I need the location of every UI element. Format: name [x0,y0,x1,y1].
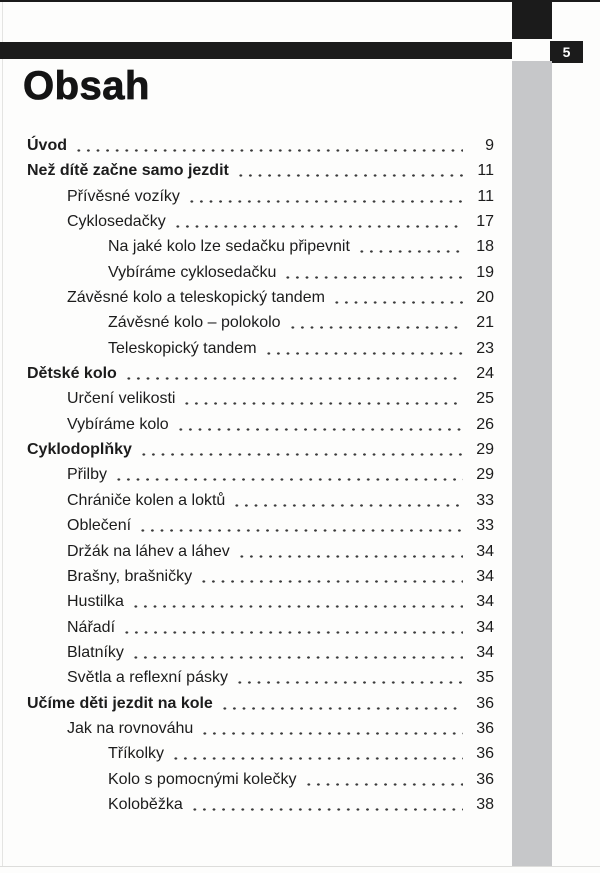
toc-entry [27,691,494,716]
toc-entry-label: Oblečení [67,517,132,535]
dot-leader [264,336,463,361]
toc-entry-label: Cyklodoplňky [27,441,132,459]
toc-entry-page: 26 [476,415,494,433]
dot-leader [288,310,463,335]
toc-entry [27,184,494,209]
dot-leader [124,361,463,386]
toc-entry [27,792,494,817]
dot-leader [131,640,463,665]
toc-entry-page: 25 [476,390,494,408]
toc-entry-label: Úvod [27,137,67,154]
toc-entry [27,716,494,741]
toc-entry [27,386,494,411]
toc-entry-label: Učíme děti jezdit na kole [27,694,213,712]
dot-leader [182,386,463,411]
toc-entry-label: Brašny, brašničky [67,567,193,585]
toc-entry-page: 9 [485,137,494,154]
toc-entry-label: Na jaké kolo lze sedačku připevnit [108,238,350,256]
toc-entry-page: 17 [476,213,494,231]
toc-entry [27,336,494,361]
dot-leader [171,741,463,766]
toc-entry-label: Přilby [67,466,108,484]
side-stripe [512,61,552,866]
toc-entry [27,513,494,538]
toc-entry [27,209,494,234]
toc-list [27,133,494,817]
dot-leader [131,589,463,614]
page-number: 5 [562,44,571,60]
dot-leader [114,462,463,487]
toc-entry [27,767,494,792]
dot-leader [138,513,463,538]
toc-entry-page: 34 [476,542,494,560]
toc-entry [27,260,494,285]
toc-entry [27,564,494,589]
toc-entry-page: 36 [476,745,494,763]
toc-entry-page: 23 [476,339,494,357]
toc-entry-page: 34 [476,567,494,585]
toc-entry-label: Teleskopický tandem [108,339,257,357]
dot-leader [232,488,463,513]
dot-leader [235,665,463,690]
page-left-edge [2,2,3,866]
dot-leader [190,792,463,817]
toc-entry [27,285,494,310]
toc-entry [27,589,494,614]
dot-leader [283,260,463,285]
toc-entry-label: Blatníky [67,643,124,661]
toc-entry-page: 19 [476,263,494,281]
toc-entry [27,361,494,386]
toc-entry-page: 36 [476,719,494,737]
toc-entry-label: Vybíráme kolo [67,415,169,433]
toc-entry-label: Dětské kolo [27,365,117,383]
toc-entry-page: 21 [476,314,494,332]
toc-entry [27,437,494,462]
toc-entry-page: 34 [476,593,494,611]
toc-entry-page: 24 [476,365,494,383]
toc-entry-page: 35 [476,669,494,687]
header-corner-block [512,2,552,39]
toc-entry-page: 34 [476,618,494,636]
page-number-badge [550,41,583,63]
toc-entry-page: 36 [476,694,494,712]
toc-entry-page: 20 [476,289,494,307]
toc-entry-page: 18 [476,238,494,256]
toc-entry-page: 29 [476,466,494,484]
toc-entry-page: 11 [477,162,494,180]
header-bar [0,42,512,59]
toc-entry-label: Koloběžka [108,795,183,813]
toc-entry [27,741,494,766]
toc-entry [27,640,494,665]
toc-entry [27,488,494,513]
toc-entry-page: 11 [477,187,494,205]
toc-entry-label: Cyklosedačky [67,213,166,231]
toc-entry-page: 34 [476,643,494,661]
toc-entry [27,539,494,564]
toc-entry [27,615,494,640]
dot-leader [74,133,463,158]
toc-entry-label: Chrániče kolen a loktů [67,491,226,509]
dot-leader [173,209,463,234]
toc-entry-label: Určení velikosti [67,390,176,408]
toc-entry-label: Držák na láhev a láhev [67,542,230,560]
toc-entry-label: Hustilka [67,593,124,611]
toc-entry-page: 36 [476,770,494,788]
dot-leader [176,412,463,437]
toc-entry-page: 29 [476,441,494,459]
toc-entry [27,310,494,335]
toc-entry [27,665,494,690]
toc-entry [27,462,494,487]
toc-entry-label: Světla a reflexní pásky [67,669,228,687]
toc-entry-page: 38 [476,795,494,813]
page-top-edge [0,0,600,2]
toc-entry-label: Vybíráme cyklosedačku [108,263,277,281]
toc-entry-label: Přívěsné vozíky [67,187,180,205]
dot-leader [332,285,463,310]
toc-entry [27,158,494,183]
dot-leader [236,158,463,183]
toc-entry-page: 33 [476,491,494,509]
toc-entry [27,412,494,437]
toc-entry [27,133,494,158]
page-title: Obsah [23,64,150,108]
toc-entry-label: Než dítě začne samo jezdit [27,162,229,180]
toc-entry-label: Tříkolky [108,745,164,763]
dot-leader [237,539,463,564]
dot-leader [199,564,463,589]
page-bottom-edge [0,866,600,867]
dot-leader [304,767,463,792]
dot-leader [357,234,463,259]
toc-entry-label: Nářadí [67,618,116,636]
dot-leader [200,716,463,741]
toc-entry-label: Jak na rovnováhu [67,719,194,737]
dot-leader [220,691,463,716]
dot-leader [139,437,463,462]
dot-leader [187,184,463,209]
toc-entry [27,234,494,259]
toc-entry-label: Závěsné kolo – polokolo [108,314,281,332]
toc-entry-page: 33 [476,517,494,535]
toc-entry-label: Závěsné kolo a teleskopický tandem [67,289,325,307]
toc-entry-label: Kolo s pomocnými kolečky [108,770,297,788]
dot-leader [122,615,463,640]
